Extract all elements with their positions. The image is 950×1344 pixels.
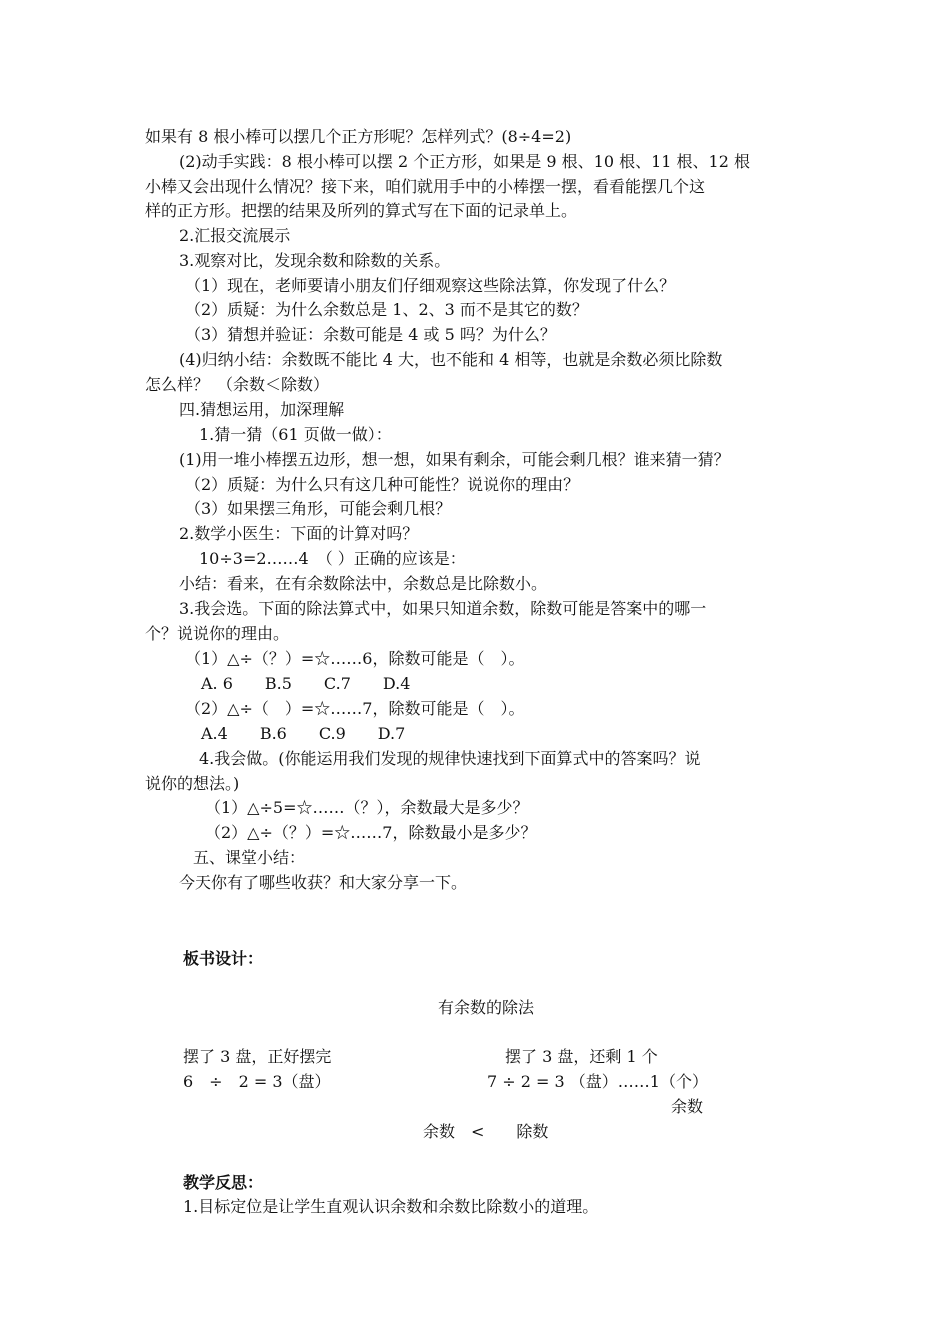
reflection-heading: 教学反思：: [183, 1173, 264, 1192]
text-line: （3）如果摆三角形，可能会剩几根？: [185, 499, 452, 518]
text-line: （1）现在，老师要请小朋友们仔细观察这些除法算，你发现了什么？: [185, 276, 676, 295]
text-line: 2.汇报交流展示: [179, 226, 291, 245]
text-line: 10÷3=2……4 （ ）正确的应该是：: [199, 549, 466, 568]
board-right-caption: 摆了 3 盘，还剩 1 个: [505, 1047, 658, 1066]
text-line: 五、课堂小结：: [193, 848, 306, 867]
text-line: A. 6 B.5 C.7 D.4: [201, 674, 411, 693]
text-line: （2）质疑：为什么余数总是 1、2、3 而不是其它的数？: [185, 300, 588, 319]
text-line: 四.猜想运用，加深理解: [179, 400, 345, 419]
text-line: (2)动手实践：8 根小棒可以摆 2 个正方形，如果是 9 根、10 根、11 根、12 根: [179, 152, 750, 171]
text-line: 3.观察对比，发现余数和除数的关系。: [179, 251, 451, 270]
text-line: （2）△÷（ ）=☆……7，除数可能是（ ）。: [185, 699, 525, 718]
text-line: 2.数学小医生：下面的计算对吗？: [179, 524, 419, 543]
reflection-line: 1.目标定位是让学生直观认识余数和余数比除数小的道理。: [183, 1197, 599, 1216]
text-line: （2）△÷（？）=☆……7，除数最小是多少？: [205, 823, 537, 842]
text-line: （3）猜想并验证：余数可能是 4 或 5 吗？为什么？: [185, 325, 556, 344]
text-line: 个？说说你的理由。: [145, 624, 290, 643]
text-line: 怎么样？ （余数＜除数）: [145, 375, 330, 394]
remainder-label: 余数: [671, 1097, 704, 1116]
text-line: (1)用一堆小棒摆五边形，想一想，如果有剩余，可能会剩几根？谁来猜一猜？: [179, 450, 730, 469]
text-line: 小结：看来，在有余数除法中，余数总是比除数小。: [179, 574, 548, 593]
text-line: A.4 B.6 C.9 D.7: [201, 724, 406, 743]
text-line: （1）△÷（？）=☆……6，除数可能是（ ）。: [185, 649, 525, 668]
text-line: 说你的想法。): [145, 774, 240, 793]
board-left-equation: 6 ÷ 2 = 3（盘）: [183, 1072, 331, 1091]
text-line: 今天你有了哪些收获？和大家分享一下。: [179, 873, 468, 892]
text-line: （2）质疑：为什么只有这几种可能性？说说你的理由？: [185, 475, 580, 494]
text-line: 样的正方形。把摆的结果及所列的算式写在下面的记录单上。: [145, 201, 578, 220]
text-line: 如果有 8 根小棒可以摆几个正方形呢？怎样列式？(8÷4=2): [145, 127, 572, 146]
board-design-heading: 板书设计：: [183, 949, 264, 968]
text-line: 1.猜一猜（61 页做一做）：: [199, 425, 392, 444]
board-left-caption: 摆了 3 盘，正好摆完: [183, 1047, 332, 1066]
remainder-divisor-comparison: 余数 < 除数: [423, 1122, 549, 1141]
text-line: （1）△÷5=☆……（？），余数最大是多少？: [205, 798, 529, 817]
text-line: 3.我会选。下面的除法算式中，如果只知道余数，除数可能是答案中的哪一: [179, 599, 707, 618]
text-line: 小棒又会出现什么情况？接下来，咱们就用手中的小棒摆一摆，看看能摆几个这: [145, 177, 706, 196]
text-line: 4.我会做。(你能运用我们发现的规律快速找到下面算式中的答案吗？说: [199, 749, 701, 768]
board-title: 有余数的除法: [438, 998, 535, 1017]
board-right-equation: 7 ÷ 2 = 3 （盘）……1（个）: [487, 1072, 708, 1091]
text-line: (4)归纳小结：余数既不能比 4 大，也不能和 4 相等，也就是余数必须比除数: [179, 350, 723, 369]
